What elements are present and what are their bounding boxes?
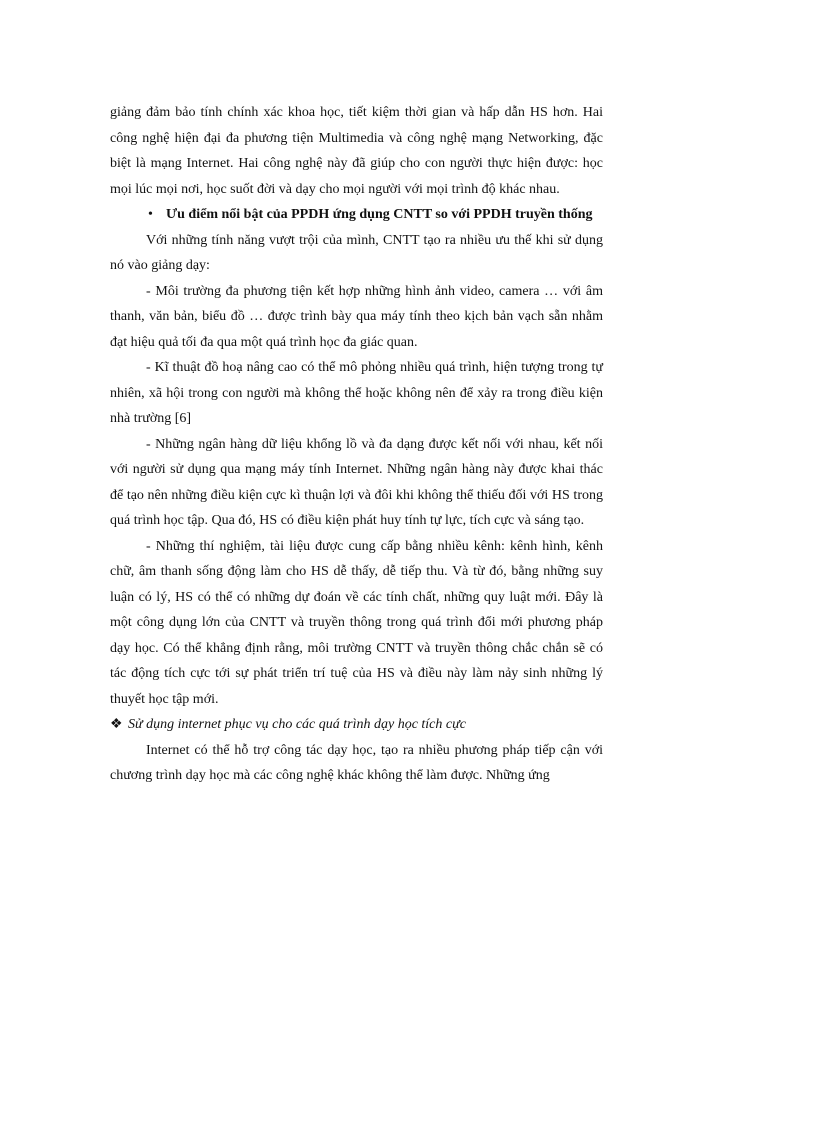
list-item-graphics: - Kĩ thuật đồ hoạ nâng cao có thể mô phỏng nhiều quá trình, hiện tượng trong tự nhiên, xã hội trong con người mà không thể hoặc không nên để xảy ra trong điều kiện nhà trường [6] bbox=[110, 360, 603, 426]
intro-paragraph: Với những tính năng vượt trội của mình, CNTT tạo ra nhiều ưu thế khi sử dụng nó vào giảng dạy: bbox=[110, 232, 603, 273]
list-item-databank: - Những ngân hàng dữ liệu khổng lồ và đa dạng được kết nối với nhau, kết nối với người sử dụng qua mạng máy tính Internet. Những ngân hàng này được khai thác để tạo nên những điều kiện cực kì thuận lợi và đôi khi không thể thiếu đối với HS trong quá trình học tập. Qua đó, HS có điều kiện phát huy tính tự lực, tích cực và sáng tạo. bbox=[110, 436, 603, 528]
diamond-bullet-icon: ❖ bbox=[110, 717, 123, 732]
bullet-icon: • bbox=[148, 207, 153, 222]
list-item-multimedia: - Môi trường đa phương tiện kết hợp những hình ảnh video, camera … với âm thanh, văn bản, biểu đồ … được trình bày qua máy tính theo kịch bản vạch sẵn nhằm đạt hiệu quả tối đa qua một quá trình học đa giác quan. bbox=[110, 283, 603, 350]
list-item-experiments: - Những thí nghiệm, tài liệu được cung cấp bằng nhiều kênh: kênh hình, kênh chữ, âm thanh sống động làm cho HS dễ thấy, dễ tiếp thu. Và từ đó, bằng những suy luận có lý, HS có thể có những dự đoán về các tính chất, những quy luật mới. Đây là một công dụng lớn của CNTT và truyền thông trong quá trình đổi mới phương pháp dạy học. Có thể khẳng định rằng, môi trường CNTT và truyền thông chắc chắn sẽ có tác động tích cực tới sự phát triển trí tuệ của HS và điều này làm nảy sinh những lý thuyết học tập mới. bbox=[110, 538, 603, 707]
paragraph-continued: giảng đảm bảo tính chính xác khoa học, tiết kiệm thời gian và hấp dẫn HS hơn. Hai công nghệ hiện đại đa phương tiện Multimedia và công nghệ mạng Networking, đặc biệt là mạng Internet. Hai công nghệ này đã giúp cho con người thực hiện được: học mọi lúc mọi nơi, học suốt đời và dạy cho mọi người với mọi trình độ khác nhau. bbox=[110, 105, 603, 197]
closing-paragraph: Internet có thể hỗ trợ công tác dạy học, tạo ra nhiều phương pháp tiếp cận với chương trình dạy học mà các công nghệ khác không thể làm được. Những ứng bbox=[110, 742, 603, 783]
section-heading-internet bbox=[110, 712, 603, 738]
section-heading-text: Ưu điểm nổi bật của PPDH ứng dụng CNTT so với PPDH truyền thống bbox=[166, 207, 593, 222]
section-heading-text: Sử dụng internet phục vụ cho các quá trình dạy học tích cực bbox=[128, 717, 466, 732]
document-page bbox=[110, 100, 603, 789]
section-heading-advantages bbox=[110, 202, 603, 228]
